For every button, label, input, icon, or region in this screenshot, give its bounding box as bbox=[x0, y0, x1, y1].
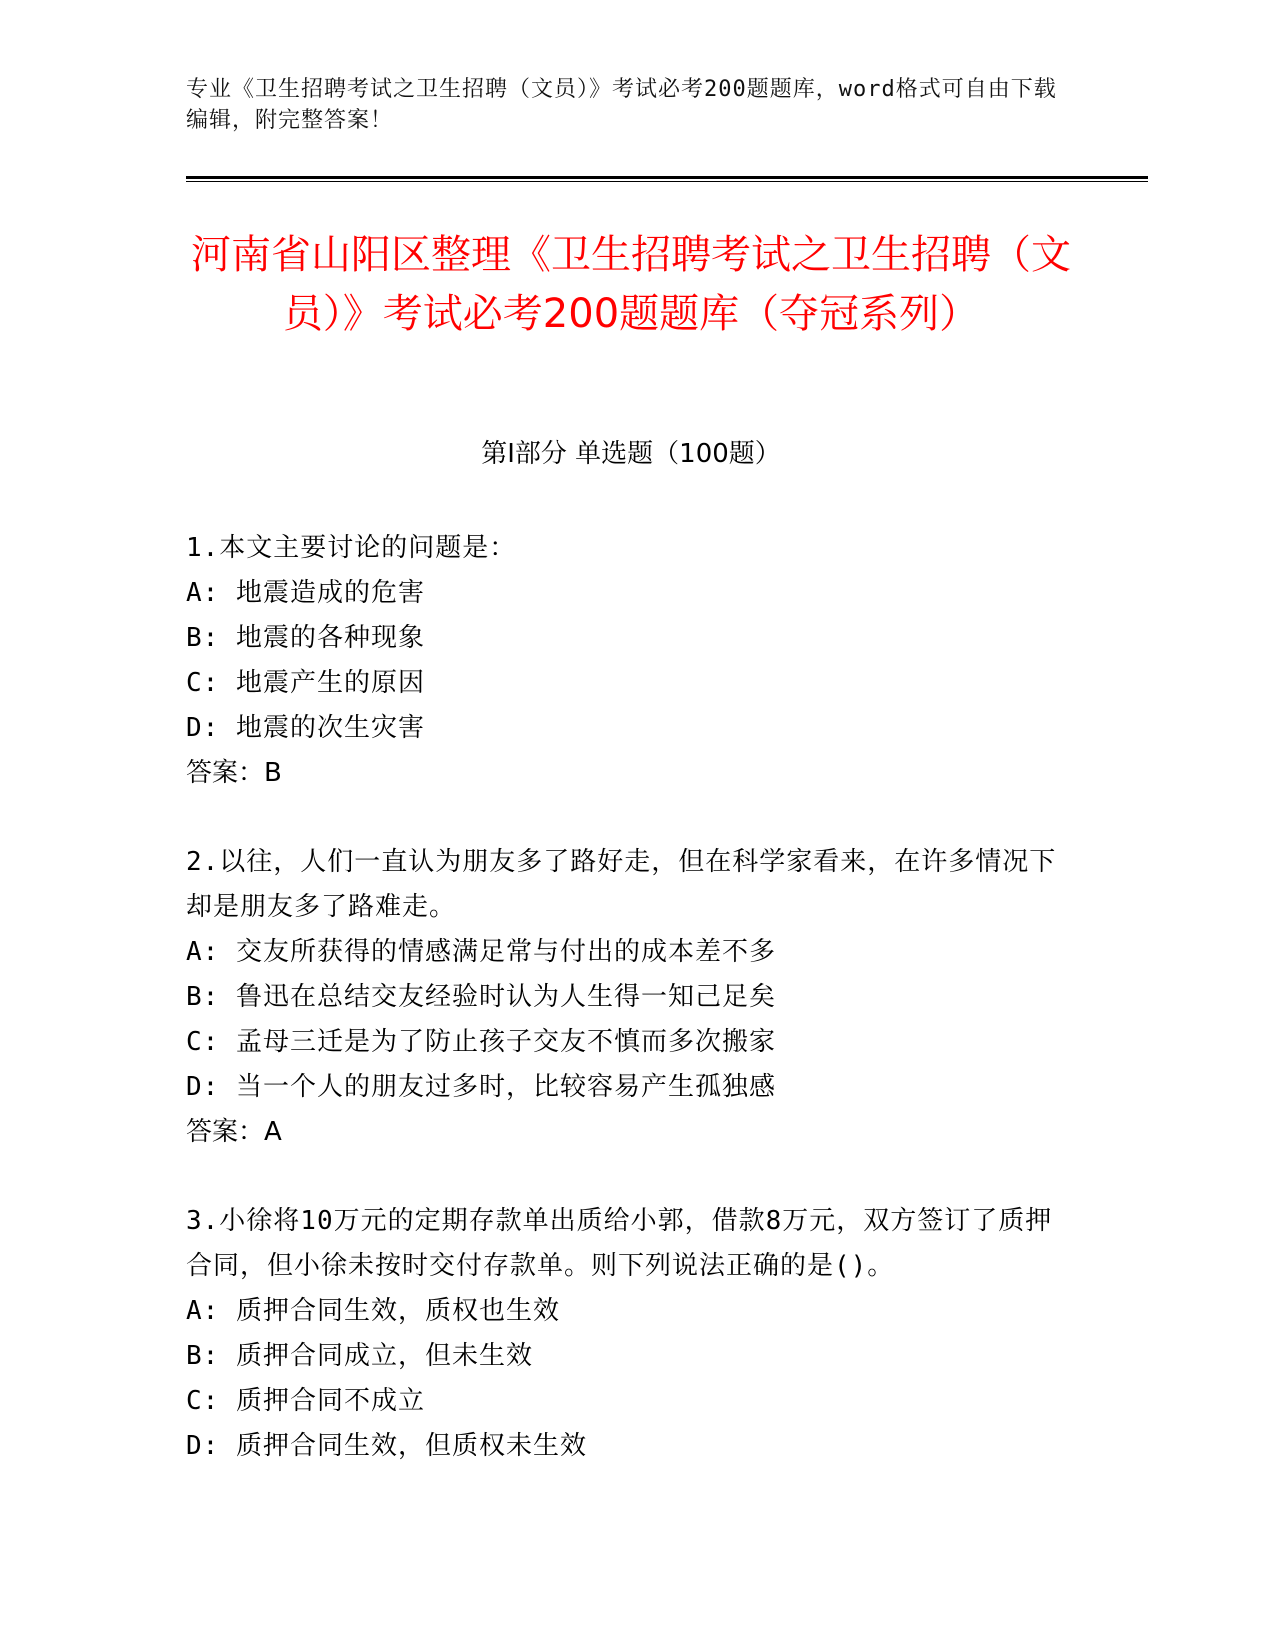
option-a: A: 交友所获得的情感满足常与付出的成本差不多 bbox=[186, 937, 776, 967]
question-2 bbox=[186, 840, 1076, 1155]
question-3 bbox=[186, 1199, 1076, 1469]
question-1 bbox=[186, 526, 1076, 796]
option-b: B: 鲁迅在总结交友经验时认为人生得一知己足矣 bbox=[186, 982, 776, 1012]
header-rule-thin bbox=[186, 181, 1148, 182]
option-a: A: 地震造成的危害 bbox=[186, 578, 425, 608]
option-b: B: 地震的各种现象 bbox=[186, 623, 425, 653]
option-c: C: 地震产生的原因 bbox=[186, 668, 425, 698]
option-a: A: 质押合同生效，质权也生效 bbox=[186, 1296, 560, 1326]
option-c: C: 孟母三迁是为了防止孩子交友不慎而多次搬家 bbox=[186, 1027, 776, 1057]
answer: 答案：A bbox=[186, 1117, 282, 1147]
answer: 答案：B bbox=[186, 758, 282, 788]
header-note: 专业《卫生招聘考试之卫生招聘（文员）》考试必考200题题库，word格式可自由下载编辑，附完整答案！ bbox=[186, 77, 1057, 133]
option-c: C: 质押合同不成立 bbox=[186, 1386, 425, 1416]
document-title: 河南省山阳区整理《卫生招聘考试之卫生招聘（文员）》考试必考200题题库（夺冠系列） bbox=[191, 232, 1071, 337]
option-b: B: 质押合同成立，但未生效 bbox=[186, 1341, 533, 1371]
option-d: D: 地震的次生灾害 bbox=[186, 713, 425, 743]
section-heading: 第Ⅰ部分 单选题（100题） bbox=[481, 439, 781, 469]
option-d: D: 质押合同生效，但质权未生效 bbox=[186, 1431, 587, 1461]
question-stem: 2.以往，人们一直认为朋友多了路好走，但在科学家看来，在许多情况下却是朋友多了路难走。 bbox=[186, 847, 1057, 922]
question-stem: 3.小徐将10万元的定期存款单出质给小郭，借款8万元，双方签订了质押合同，但小徐未按时交付存款单。则下列说法正确的是()。 bbox=[186, 1206, 1053, 1281]
header-rule-thick bbox=[186, 176, 1148, 179]
question-list bbox=[186, 526, 1076, 1513]
question-stem: 1.本文主要讨论的问题是： bbox=[186, 533, 517, 563]
option-d: D: 当一个人的朋友过多时，比较容易产生孤独感 bbox=[186, 1072, 776, 1102]
